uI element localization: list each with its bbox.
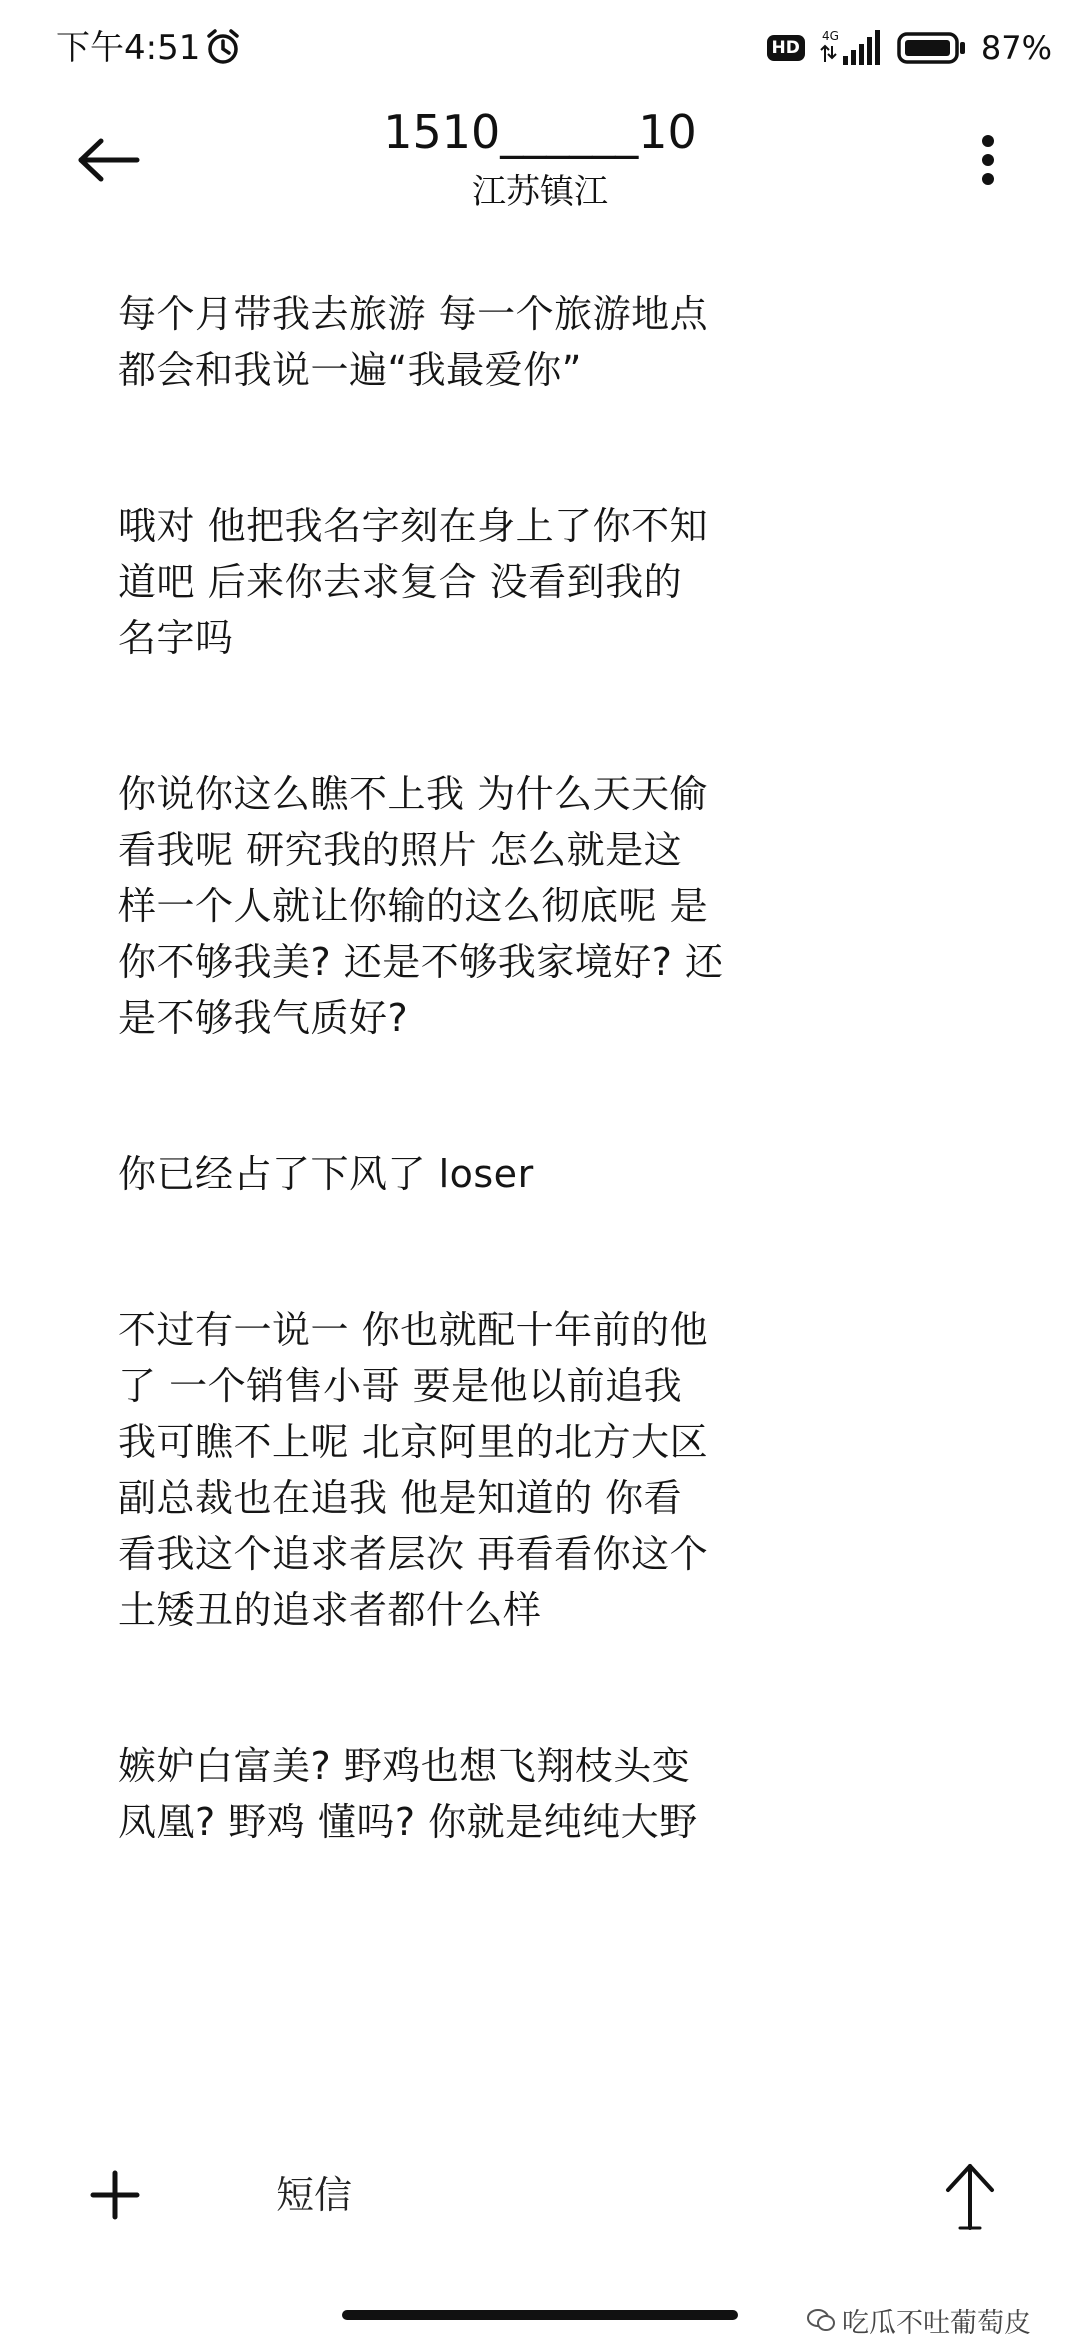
message-line: 你不够我美? 还是不够我家境好? 还 (118, 940, 724, 984)
status-time: 下午4:51 (56, 28, 201, 68)
contact-number: 1510______10 (383, 105, 697, 159)
cellular-signal-icon (819, 28, 883, 68)
message-paragraph (118, 1146, 798, 1202)
message-paragraph (118, 1738, 798, 1850)
message-line: 样一个人就让你输的这么彻底呢 是 (118, 884, 709, 928)
message-line: 都会和我说一遍“我最爱你” (118, 348, 582, 392)
status-right-group (767, 24, 1052, 72)
message-line: 是不够我气质好? (118, 996, 409, 1040)
battery-percent: 87% (980, 29, 1052, 67)
message-line: 我可瞧不上呢 北京阿里的北方大区 (118, 1420, 709, 1464)
message-line: 凤凰? 野鸡 懂吗? 你就是纯纯大野 (118, 1800, 698, 1844)
message-paragraph (118, 766, 798, 1046)
message-line: 土矮丑的追求者都什么样 (118, 1588, 542, 1632)
message-paragraph (118, 286, 798, 398)
network-type-label: 4G (821, 29, 839, 43)
message-line: 看我呢 研究我的照片 怎么就是这 (118, 828, 683, 872)
message-line: 每个月带我去旅游 每一个旅游地点 (118, 292, 709, 336)
contact-location: 江苏镇江 (472, 172, 608, 212)
message-line: 不过有一说一 你也就配十年前的他 (118, 1308, 709, 1352)
message-paragraph (118, 498, 798, 666)
message-line: 嫉妒白富美? 野鸡也想飞翔枝头变 (118, 1744, 691, 1788)
message-composer (0, 2140, 1080, 2250)
message-line: 你说你这么瞧不上我 为什么天天偷 (118, 772, 709, 816)
message-line: 名字吗 (118, 616, 234, 660)
message-line: 副总裁也在追我 他是知道的 你看 (118, 1476, 683, 1520)
send-arrow-icon[interactable] (942, 2160, 998, 2232)
watermark-text: 吃瓜不吐葡萄皮 (842, 2307, 1031, 2339)
add-attachment-button[interactable] (90, 2170, 140, 2220)
message-paragraph (118, 1302, 798, 1638)
sms-input[interactable]: 短信 (276, 2173, 353, 2217)
status-bar (0, 0, 1080, 96)
hd-voice-icon: HD (767, 35, 805, 61)
battery-icon (897, 31, 967, 65)
message-line: 哦对 他把我名字刻在身上了你不知 (118, 504, 709, 548)
message-line: 道吧 后来你去求复合 没看到我的 (118, 560, 683, 604)
message-line: 你已经占了下风了 loser (118, 1152, 534, 1196)
home-gesture-bar[interactable] (342, 2310, 738, 2320)
message-thread (118, 286, 798, 2076)
more-options-button[interactable] (966, 128, 1010, 192)
message-line: 了 一个销售小哥 要是他以前追我 (118, 1364, 683, 1408)
watermark (806, 2302, 1031, 2338)
conversation-header (0, 96, 1080, 232)
alarm-clock-icon (203, 27, 243, 67)
more-vertical-icon (981, 134, 995, 186)
message-line: 看我这个追求者层次 再看看你这个 (118, 1532, 709, 1576)
chat-bubble-icon (806, 2307, 836, 2333)
